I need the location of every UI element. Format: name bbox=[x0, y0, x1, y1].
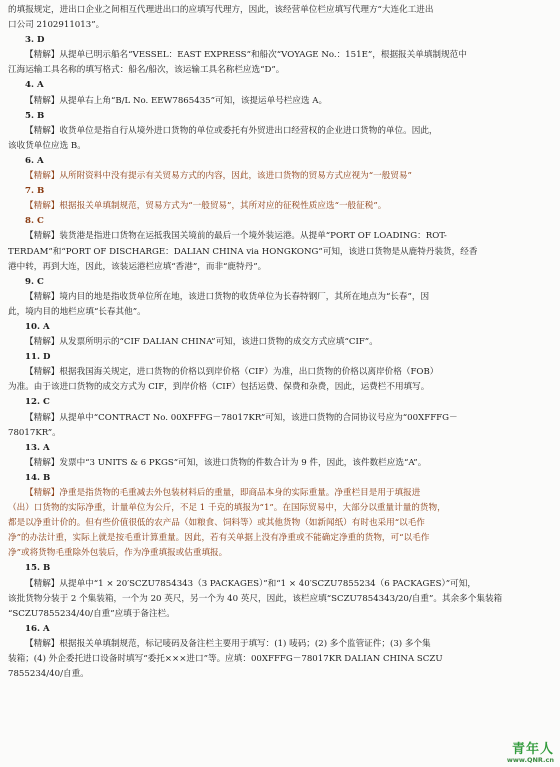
text-line: “SCZU7855234/40/自重”应填于备注栏。 bbox=[8, 608, 175, 619]
text-line: 【精解】根据报关单填制规范，贸易方式为“一般贸易”，其所对应的征税性质应选“一般征税”。 bbox=[25, 201, 387, 212]
text-line: 净”或将货物毛重除外包装后，作为净重填报或估重填报。 bbox=[8, 548, 228, 559]
text-line: 9. C bbox=[25, 276, 44, 287]
text-line: 【精解】从所附资料中没有提示有关贸易方式的内容，因此，该进口货物的贸易方式应视为“一般贸易” bbox=[25, 171, 412, 182]
text-line: TERDAM”和“PORT OF DISCHARGE：DALIAN CHINA via HONGKONG”可知，该进口货物是从鹿特丹装货，经香 bbox=[8, 246, 478, 257]
text-line: 装箱；(4) 外企委托进口设备时填写“委托×××进口”等。应填：00XFFFG－78017KR DALIAN CHINA SCZU bbox=[8, 654, 443, 665]
text-line: 都是以净重计价的。但有些价值很低的农产品（如粮食、饲料等）或其他货物（如新闻纸）有时也采用“以毛作 bbox=[8, 518, 425, 529]
watermark-logo bbox=[507, 743, 554, 764]
text-line: 此，境内目的地栏应填“长春其他”。 bbox=[8, 306, 146, 317]
text-line: 【精解】从提单中“1 × 20′SCZU7854343（3 PACKAGES）”和“1 × 40′SCZU7855234（6 PACKAGES）”可知， bbox=[25, 578, 476, 589]
text-line: 5. B bbox=[25, 110, 45, 121]
text-line: 【精解】从发票所明示的“CIF DALIAN CHINA”可知，该进口货物的成交方式应填“CIF”。 bbox=[25, 337, 378, 348]
text-line: 【精解】发票中“3 UNITS & 6 PKGS”可知，该进口货物的件数合计为 9 件，因此，该件数栏应选“A”。 bbox=[25, 457, 427, 468]
text-line: 【精解】从提单已明示船名“VESSEL：EAST EXPRESS”和船次“VOYAGE No.：151E”，根据报关单填制规范中 bbox=[25, 50, 467, 61]
watermark-url: www.QNR.cn bbox=[506, 755, 554, 764]
text-line: 【精解】净重是指货物的毛重减去外包装材料后的重量，即商品本身的实际重量。净重栏目是用于填报进 bbox=[25, 488, 421, 498]
text-line: 7. B bbox=[25, 186, 45, 197]
text-line: 15. B bbox=[25, 563, 51, 574]
text-line: 10. A bbox=[25, 321, 50, 332]
text-line: （出）口货物的实际净重，计量单位为公斤，不足 1 千克的填报为“1”。在国际贸易中，大部分以重量计量的货物， bbox=[8, 503, 446, 514]
text-line: 港中转，再到大连，因此，该装运港栏应填“香港”，而非“鹿特丹”。 bbox=[8, 261, 267, 272]
text-line: 净”的办法计重，实际上就是按毛重计算重量。因此，若有关单据上没有净重或不能确定净重的货物，可“以毛作 bbox=[8, 533, 430, 544]
text-line: 【精解】根据报关单填制规范，标记唛码及备注栏主要用于填写：(1) 唛码；(2) 多个监管证件；(3) 多个集 bbox=[25, 638, 431, 649]
text-line: 【精解】从提单右上角“B/L No. EEW7865435”可知，该提运单号栏应选 A。 bbox=[25, 95, 328, 106]
text-line: 13. A bbox=[25, 442, 50, 453]
text-line: 【精解】收货单位是指自行从境外进口货物的单位或委托有外贸进出口经营权的企业进口货物的单位。因此， bbox=[25, 125, 438, 136]
text-line: 【精解】境内目的地是指收货单位所在地，该进口货物的收货单位为长春特钢厂，其所在地点为“长春”，因 bbox=[25, 291, 430, 302]
text-line: 江海运输工具名称的填写格式：船名/船次，该运输工具名称栏应选“D”。 bbox=[8, 65, 285, 76]
text-line: 14. B bbox=[25, 472, 51, 483]
text-line: 78017KR”。 bbox=[8, 427, 61, 438]
text-line: 7855234/40/自重。 bbox=[8, 669, 89, 680]
text-line: 【精解】从提单中“CONTRACT No. 00XFFFG－78017KR”可知，该进口货物的合同协议号应为“00XFFFG－ bbox=[25, 412, 458, 423]
text-line: 6. A bbox=[25, 155, 44, 166]
text-line: 该收货单位应选 B。 bbox=[8, 140, 86, 151]
text-line: 【精解】根据我国海关规定，进口货物的价格以到岸价格（CIF）为准，出口货物的价格以离岸价格（FOB） bbox=[25, 367, 439, 378]
text-line: 的填报规定，进出口企业之间相互代理进出口的应填写代理方，因此，该经营单位栏应填写代理方“大连化工进出 bbox=[8, 5, 434, 15]
text-line: 16. A bbox=[25, 623, 50, 634]
text-line: 11. D bbox=[25, 352, 51, 363]
text-line: 12. C bbox=[25, 397, 50, 408]
text-line: 【精解】装货港是指进口货物在运抵我国关境前的最后一个境外装运港。从提单“PORT OF LOADING：ROT- bbox=[25, 231, 447, 242]
watermark-text: 青年人 bbox=[511, 741, 554, 757]
text-line: 该批货物分装于 2 个集装箱，一个为 20 英尺，另一个为 40 英尺，因此，该栏应填“SCZU7854343/20/自重”。其余多个集装箱 bbox=[8, 593, 503, 604]
text-line: 8. C bbox=[25, 216, 44, 227]
text-line: 3. D bbox=[25, 35, 45, 46]
text-line: 口公司 2102911013”。 bbox=[8, 20, 105, 31]
text-line: 为准。由于该进口货物的成交方式为 CIF，到岸价格（CIF）包括运费、保费和杂费，因此，运费栏不用填写。 bbox=[8, 382, 430, 393]
text-line: 4. A bbox=[25, 80, 44, 91]
